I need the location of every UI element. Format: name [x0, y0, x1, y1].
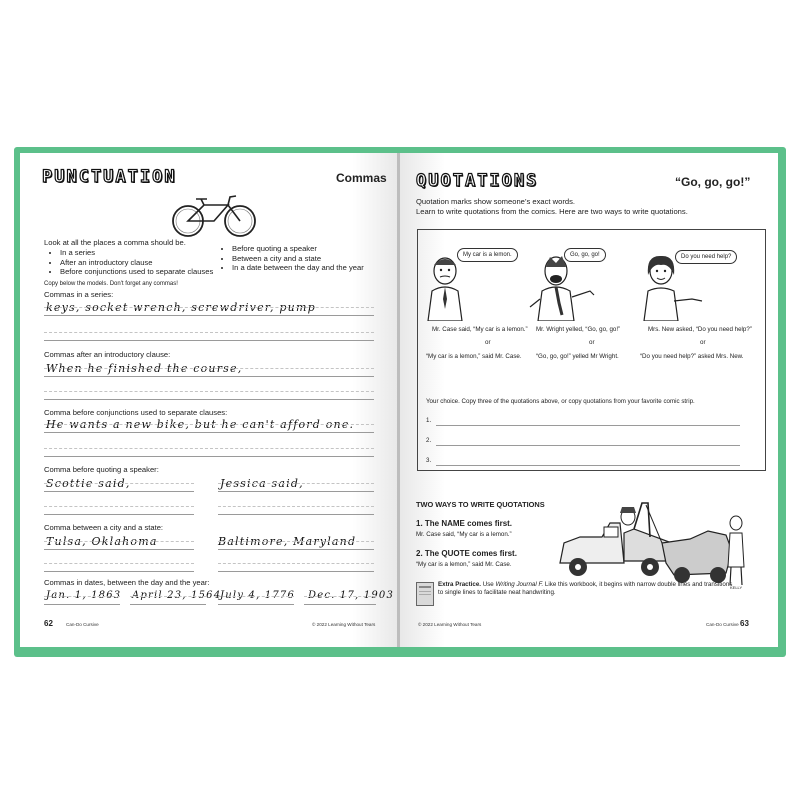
extra-practice-body: Like this workbook, it begins with narrow double lines and transitions to single lines to facilitate neat handwriting.	[438, 581, 733, 596]
extra-practice-label: Extra Practice.	[438, 581, 481, 588]
cursive-model: July 4, 1776	[220, 590, 296, 601]
guide-line	[44, 391, 374, 392]
base-line	[44, 514, 194, 515]
section-label: Comma between a city and a state:	[44, 523, 164, 532]
guide-line	[44, 307, 374, 308]
cursive-model: Baltimore, Maryland	[218, 535, 357, 548]
section-label: Comma before conjunctions used to separate clauses:	[44, 408, 228, 417]
guide-line	[218, 541, 374, 542]
instruction-text: Copy below the models. Don't forget any commas!	[44, 281, 178, 287]
guide-line	[218, 483, 374, 484]
guide-line	[44, 596, 120, 597]
cursive-model: Jessica said,	[220, 477, 304, 490]
guide-line	[44, 368, 374, 369]
bullet-item: • After an introductory clause	[60, 258, 240, 268]
guide-line	[218, 506, 374, 507]
footer-copyright: © 2022 Learning Without Tears	[418, 622, 482, 627]
base-line	[44, 604, 120, 605]
cursive-model: April 23, 1564	[132, 590, 222, 601]
way-2-heading: 2. The QUOTE comes first.	[416, 549, 517, 558]
intro-line-1: Quotation marks show someone’s exact words.	[416, 197, 575, 206]
caption-name-first: Mr. Case said, “My car is a lemon.”	[432, 326, 528, 333]
writing-line-1[interactable]	[436, 425, 740, 426]
cursive-model: Tulsa, Oklahoma	[46, 535, 158, 548]
page-subtitle: Commas	[336, 171, 387, 185]
line-number: 2.	[426, 437, 432, 444]
illustrator-signature: KELLY	[730, 585, 743, 590]
page-number: 63	[740, 619, 749, 628]
bicycle-icon	[170, 191, 260, 239]
speech-bubble: My car is a lemon.	[457, 248, 518, 262]
base-line	[44, 491, 194, 492]
guide-line	[130, 596, 206, 597]
guide-line	[44, 483, 194, 484]
choice-instruction: Your choice. Copy three of the quotations above, or copy quotations from your favorite comic strip.	[426, 398, 695, 405]
bullet-list-left	[48, 248, 240, 277]
right-page	[400, 153, 778, 647]
caption-name-first: Mrs. New asked, “Do you need help?”	[648, 326, 752, 333]
cursive-model: Dec. 17, 1903	[308, 590, 395, 601]
bullet-item: • Before quoting a speaker	[232, 244, 398, 254]
writing-line-2[interactable]	[436, 445, 740, 446]
base-line	[218, 571, 374, 572]
base-line	[44, 376, 374, 377]
speech-bubble: Do you need help?	[675, 250, 737, 264]
page-title: PUNCTUATION	[42, 167, 177, 187]
guide-line	[44, 448, 374, 449]
caption-quote-first: “Go, go, go!” yelled Mr Wright.	[536, 353, 619, 360]
writing-line-3[interactable]	[436, 465, 740, 466]
ways-heading: TWO WAYS TO WRITE QUOTATIONS	[416, 500, 545, 509]
bullet-item: • In a series	[60, 248, 240, 258]
mr-case-illustration	[420, 253, 470, 321]
guide-line	[304, 596, 376, 597]
guide-line	[44, 563, 194, 564]
left-page	[20, 153, 398, 647]
base-line	[44, 456, 374, 457]
cursive-model: When he finished the course,	[46, 362, 243, 375]
page-title: QUOTATIONS	[416, 171, 539, 191]
mr-wright-illustration	[528, 253, 598, 321]
line-number: 3.	[426, 457, 432, 464]
caption-quote-first: “My car is a lemon,” said Mr. Case.	[426, 353, 522, 360]
guide-line	[218, 596, 294, 597]
section-label: Comma before quoting a speaker:	[44, 465, 159, 474]
base-line	[218, 604, 294, 605]
caption-or: or	[485, 339, 491, 346]
guide-line	[44, 541, 194, 542]
journal-thumbnail-icon	[416, 582, 434, 606]
bullet-item: • In a date between the day and the year	[232, 263, 398, 273]
extra-practice-text	[438, 581, 738, 597]
caption-or: or	[700, 339, 706, 346]
bullet-item: • Before conjunctions used to separate clauses	[60, 267, 240, 277]
line-number: 1.	[426, 417, 432, 424]
way-2-example: “My car is a lemon,” said Mr. Case.	[416, 561, 512, 568]
journal-title: Writing Journal F.	[495, 581, 544, 588]
base-line	[218, 491, 374, 492]
base-line	[44, 432, 374, 433]
base-line	[304, 604, 376, 605]
base-line	[44, 399, 374, 400]
cursive-model: He wants a new bike, but he can't afford one.	[46, 418, 355, 431]
footer-book-title: Can-Do Cursive	[66, 622, 99, 627]
way-1-heading: 1. The NAME comes first.	[416, 519, 513, 528]
page-number: 62	[44, 619, 53, 628]
base-line	[44, 571, 194, 572]
bullet-item: • Between a city and a state	[232, 254, 398, 264]
speech-bubble: Go, go, go!	[564, 248, 606, 262]
guide-line	[44, 332, 374, 333]
caption-name-first: Mr. Wright yelled, “Go, go, go!”	[536, 326, 621, 333]
cursive-model: keys, socket wrench, screwdriver, pump	[46, 301, 316, 314]
way-1-example: Mr. Case said, “My car is a lemon.”	[416, 531, 512, 538]
section-label: Commas in a series:	[44, 290, 114, 299]
mrs-new-illustration	[636, 253, 706, 321]
footer-copyright: © 2022 Learning Without Tears	[312, 622, 376, 627]
guide-line	[218, 563, 374, 564]
bullet-list-right	[220, 244, 398, 273]
section-label: Commas after an introductory clause:	[44, 350, 171, 359]
base-line	[218, 514, 374, 515]
tow-truck-illustration	[550, 493, 756, 593]
guide-line	[44, 506, 194, 507]
intro-line-2: Learn to write quotations from the comics. Here are two ways to write quotations.	[416, 207, 688, 216]
caption-or: or	[589, 339, 595, 346]
extra-practice-use: Use	[482, 581, 494, 588]
cursive-model: Scottie said,	[46, 477, 131, 490]
base-line	[130, 604, 206, 605]
guide-line	[44, 424, 374, 425]
cursive-model: Jan. 1, 1863	[46, 590, 122, 601]
caption-quote-first: “Do you need help?” asked Mrs. New.	[640, 353, 744, 360]
base-line	[44, 549, 194, 550]
base-line	[218, 549, 374, 550]
base-line	[44, 340, 374, 341]
page-subtitle: “Go, go, go!”	[675, 175, 751, 189]
section-label: Commas in dates, between the day and the year:	[44, 578, 210, 587]
footer-book-title: Can-Do Cursive	[706, 622, 739, 627]
intro-text: Look at all the places a comma should be.	[44, 238, 186, 247]
base-line	[44, 315, 374, 316]
